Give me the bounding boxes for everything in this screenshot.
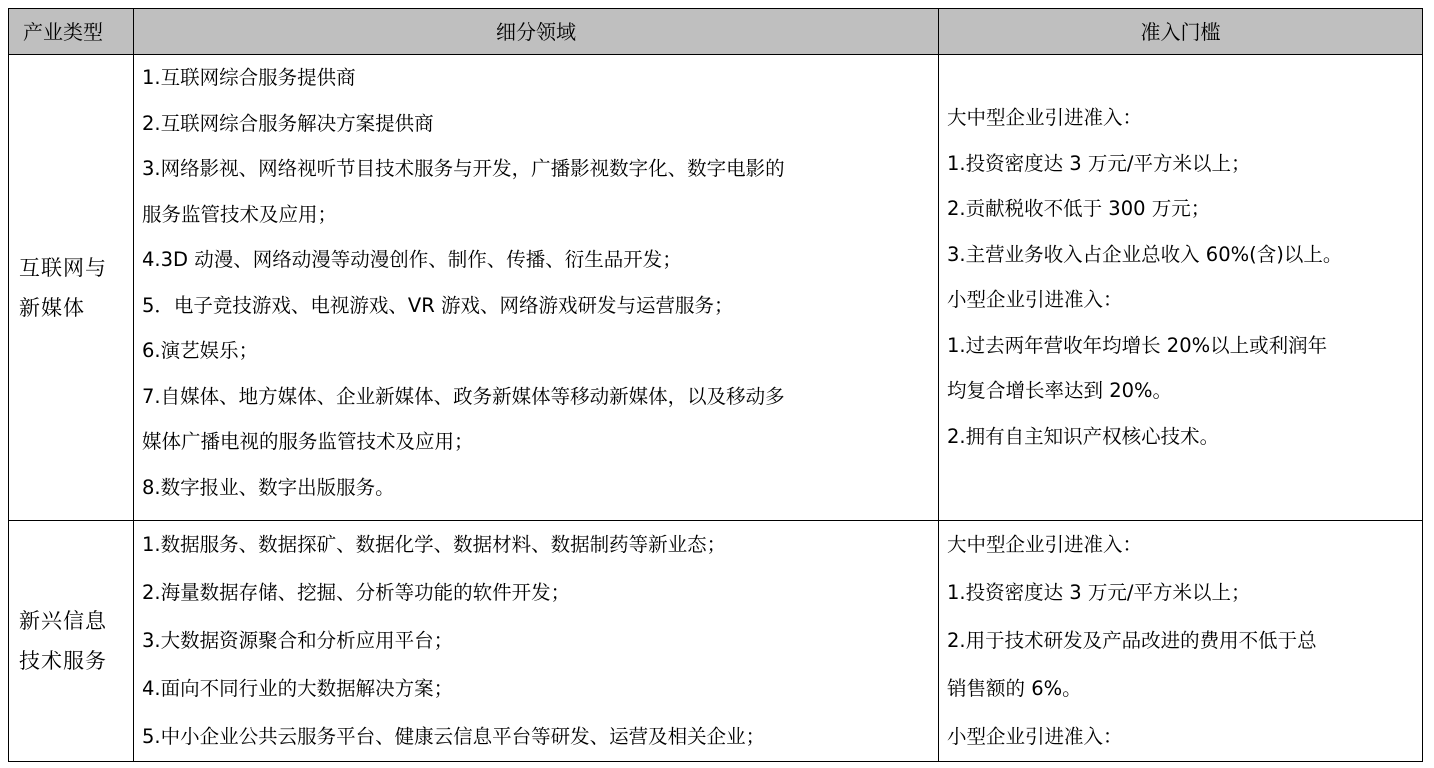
category-line: 互联网与	[19, 255, 107, 280]
table-row	[9, 521, 1423, 762]
domain-line: 8.数字报业、数字出版服务。	[142, 475, 395, 499]
domain-line: 1.互联网综合服务提供商	[142, 66, 356, 89]
domain-cell	[134, 55, 939, 521]
requirement-line: 3.主营业务收入占企业总收入 60%(含)以上。	[947, 242, 1343, 266]
domain-line: 7.自媒体、地方媒体、企业新媒体、政务新媒体等移动新媒体，以及移动多	[142, 384, 785, 408]
header-category: 产业类型	[9, 9, 134, 55]
requirement-line: 2.拥有自主知识产权核心技术。	[947, 424, 1220, 448]
requirement-line: 1.投资密度达 3 万元/平方米以上；	[947, 581, 1251, 604]
requirement-line: 2.贡献税收不低于 300 万元；	[947, 197, 1211, 220]
domain-line: 3.大数据资源聚合和分析应用平台；	[142, 629, 454, 652]
requirement-cell	[939, 521, 1423, 762]
domain-line: 2.海量数据存储、挖掘、分析等功能的软件开发；	[142, 581, 571, 604]
domain-line: 4.3D 动漫、网络动漫等动漫创作、制作、传播、衍生品开发；	[142, 248, 682, 271]
domain-line: 媒体广播电视的服务监管技术及应用；	[142, 430, 474, 453]
category-line: 技术服务	[19, 649, 107, 673]
requirement-line: 均复合增长率达到 20%。	[947, 379, 1173, 402]
domain-cell	[134, 521, 939, 762]
category-cell	[9, 55, 134, 521]
requirement-line: 小型企业引进准入：	[947, 725, 1123, 748]
domain-line: 2.互联网综合服务解决方案提供商	[142, 111, 434, 135]
requirement-line: 小型企业引进准入：	[947, 288, 1123, 311]
header-requirement: 准入门槛	[939, 9, 1423, 55]
requirement-line: 2.用于技术研发及产品改进的费用不低于总	[947, 629, 1317, 652]
requirement-line: 1.投资密度达 3 万元/平方米以上；	[947, 151, 1251, 175]
domain-line: 5．电子竞技游戏、电视游戏、VR 游戏、网络游戏研发与运营服务；	[142, 293, 734, 317]
header-row	[9, 9, 1423, 55]
category-line: 新兴信息	[19, 609, 107, 633]
policy-table	[8, 8, 1423, 762]
category-line: 新媒体	[19, 295, 85, 320]
requirement-line: 大中型企业引进准入：	[947, 533, 1143, 556]
table-row	[9, 55, 1423, 521]
requirement-line: 大中型企业引进准入：	[947, 106, 1143, 129]
domain-line: 4.面向不同行业的大数据解决方案；	[142, 677, 454, 700]
header-domain: 细分领域	[134, 9, 939, 55]
domain-line: 6.演艺娱乐；	[142, 339, 259, 362]
domain-line: 1.数据服务、数据探矿、数据化学、数据材料、数据制药等新业态；	[142, 533, 727, 556]
category-cell	[9, 521, 134, 762]
requirement-cell	[939, 55, 1423, 521]
domain-line: 服务监管技术及应用；	[142, 202, 338, 226]
domain-line: 5.中小企业公共云服务平台、健康云信息平台等研发、运营及相关企业；	[142, 725, 766, 748]
requirement-line: 销售额的 6%。	[947, 677, 1082, 700]
requirement-line: 1.过去两年营收年均增长 20%以上或利润年	[947, 333, 1328, 357]
domain-line: 3.网络影视、网络视听节目技术服务与开发，广播影视数字化、数字电影的	[142, 157, 785, 180]
